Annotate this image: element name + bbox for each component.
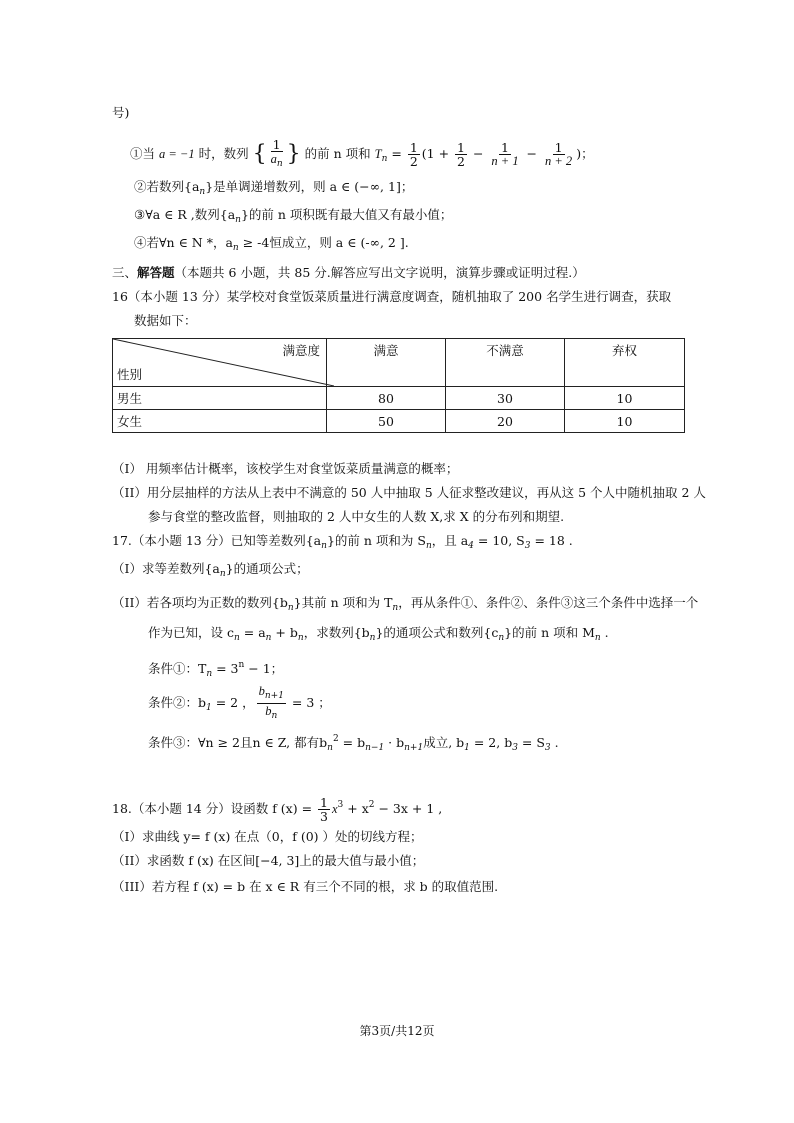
q18-line1: 18.（本小题 14 分）设函数 f (x) = $\frac{1}{3}$ $x^3 + x^2 - 3x + 1$ , [112,795,443,824]
table-header: 满意 [327,339,446,387]
section-3-heading: 三、解答题（本题共 6 小题，共 85 分.解答应写出文字说明，演算步骤或证明过程.） [112,265,585,280]
q16-line1: 16（本小题 13 分）某学校对食堂饭菜质量进行满意度调查，随机抽取了 200 名学生进行调查，获取 [112,289,672,304]
q16-part1: （I） 用频率估计概率，该校学生对食堂饭菜质量满意的概率； [112,461,459,476]
option-3: ③∀a ∈ R ,数列$\{a_n\}$的前 n 项积既有最大值又有最小值； [134,207,453,225]
fraction-1-over-an: $\frac{1}{a_n}$ [270,137,283,169]
table-header: 不满意 [446,339,565,387]
q18-part1: （I）求曲线 y= f (x) 在点（0，f (0) ）处的切线方程； [112,829,423,844]
table-row: 男生 80 30 10 [113,387,685,410]
option-1: ①当 a = −1 时，数列 { $\frac{1}{a_n}$ } 的前 n 项和 $T_n$ = $\frac{1}{2}$ (1 + $\frac{1}{2}$ − $\frac{1}{n + 1}$ − $\frac{1}{n + 2}$ )； [130,137,594,169]
table-corner-cell: 满意度 性别 [113,339,327,387]
q18-part2: （II）求函数 f (x) 在区间[−4, 3]上的最大值与最小值； [112,853,425,868]
satisfaction-table [112,338,685,433]
q16-part2b: 参与食堂的整改监督，则抽取的 2 人中女生的人数 X,求 X 的分布列和期望. [148,509,565,524]
q17-condition-2: 条件②：$b_1 = 2$ ， $\frac{b_{n+1}}{b_n}$ = 3 ； [148,684,331,721]
table-header-row [113,339,685,387]
page-footer: 第3页/共12页 [359,1024,435,1038]
q18-part3: （III）若方程 f (x) = b 在 x ∈ R 有三个不同的根，求 b 的取值范围. [112,879,499,894]
q17-condition-3: 条件③：∀n ≥ 2且n ∈ Z, 都有$b_n^2 = b_{n-1} \cdot b_{n+1}$成立, $b_1 = 2$, $b_3 = S_3$ . [148,734,559,753]
table-row: 女生 50 20 10 [113,410,685,433]
option-4: ④若∀n ∈ N *，$a_n \ge -4$恒成立，则 a ∈ (-∞, 2 ]. [134,235,409,253]
q17-line1: 17.（本小题 13 分）已知等差数列$\{a_n\}$的前 n 项和为 $S_n$，且 $a_4 = 10$, $S_3 = 18$ . [112,533,573,551]
q16-line2: 数据如下： [134,313,197,328]
q16-part2a: （II）用分层抽样的方法从上表中不满意的 50 人中抽取 5 人征求整改建议，再从这 5 个人中随机抽取 2 人 [112,485,706,500]
q17-part2: （II）若各项均为正数的数列$\{b_n\}$其前 n 项和为 $T_n$，再从条件①、条件②、条件③这三个条件中选择一个 [112,595,699,613]
option-2: ②若数列$\{a_n\}$是单调递增数列，则 a ∈ (−∞, 1]； [134,179,414,197]
q17-part2-cont: 作为已知，设 $c_n = a_n + b_n$，求数列$\{b_n\}$的通项公式和数列$\{c_n\}$的前 n 项和 $M_n$ . [148,625,609,643]
table-header: 弃权 [565,339,685,387]
q17-part1: （I）求等差数列$\{a_n\}$的通项公式； [112,561,309,579]
q17-condition-1: 条件①：$T_n = 3^n - 1$； [148,660,284,679]
top-fragment: 号) [112,105,130,120]
